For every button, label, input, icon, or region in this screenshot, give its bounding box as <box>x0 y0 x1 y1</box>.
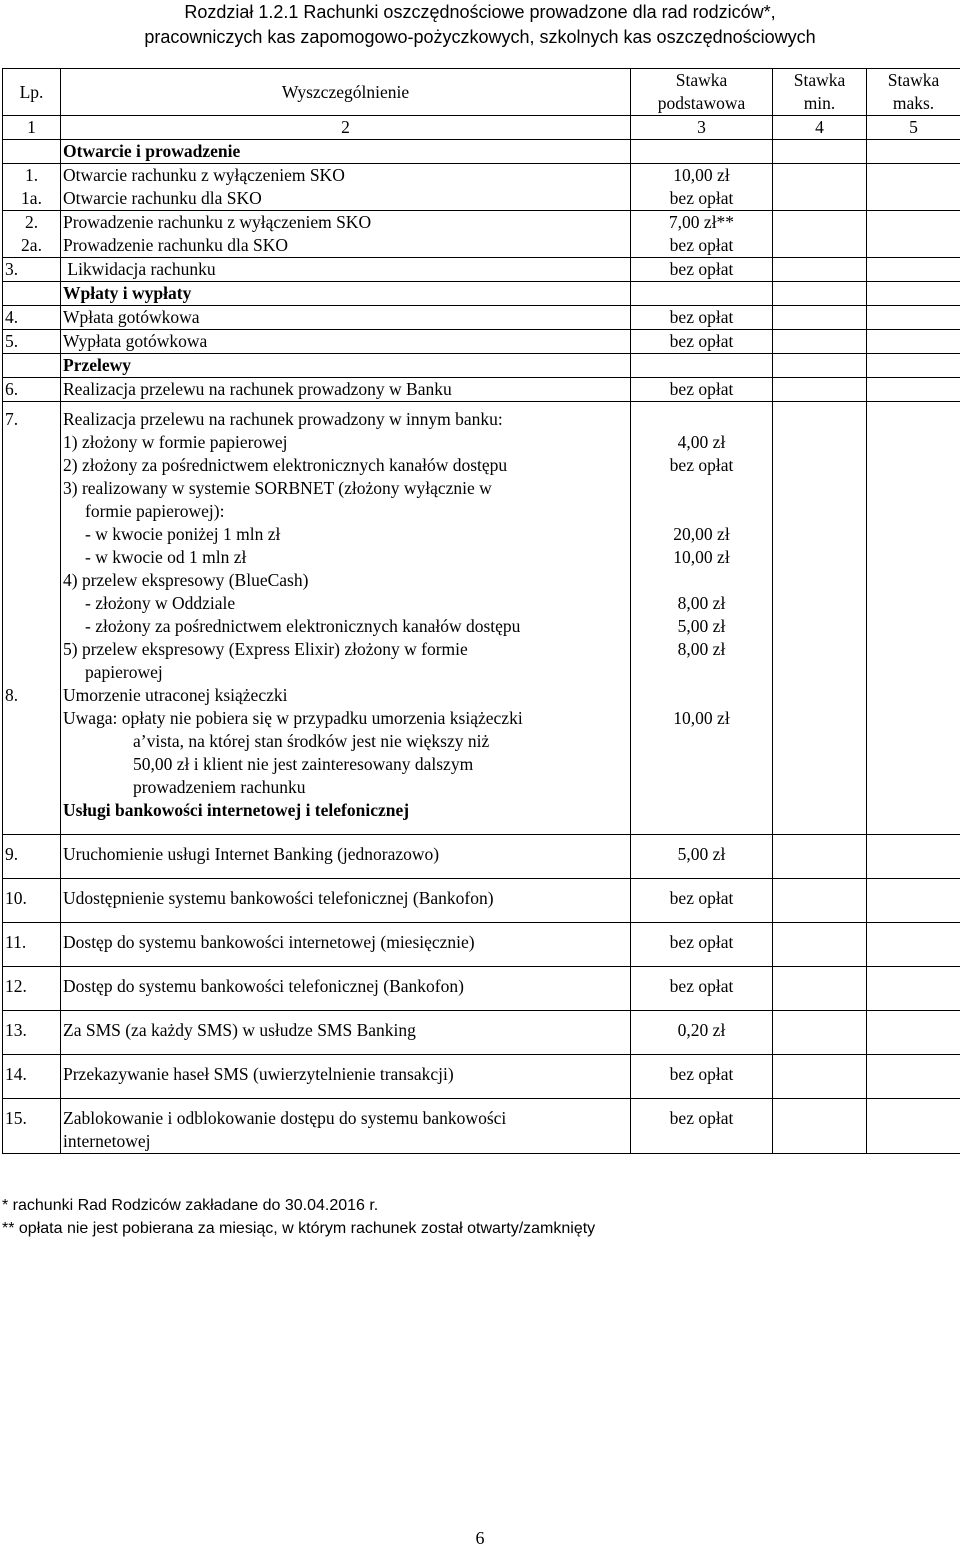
page-number: 6 <box>0 1528 960 1549</box>
header-stawka-podstawowa: Stawka podstawowa <box>631 69 773 116</box>
row-desc: - złożony za pośrednictwem elektronicznych kanałów dostępu <box>63 615 628 638</box>
row-lp: 1. <box>5 164 58 187</box>
section-row <box>3 140 960 164</box>
col-num-1: 1 <box>3 116 61 140</box>
row-rate: bez opłat <box>631 879 773 923</box>
section-title: Przelewy <box>61 354 631 378</box>
row-desc: Udostępnienie systemu bankowości telefonicznej (Bankofon) <box>61 879 631 923</box>
row-rate: 4,00 zł <box>633 431 770 454</box>
row-lp: 12. <box>3 967 61 1011</box>
row-desc: Umorzenie utraconej książeczki <box>63 684 628 707</box>
row-desc: Za SMS (za każdy SMS) w usłudze SMS Banking <box>61 1011 631 1055</box>
col-num-3: 3 <box>631 116 773 140</box>
column-number-row <box>3 116 960 140</box>
col-num-4: 4 <box>773 116 867 140</box>
row-desc: Prowadzenie rachunku dla SKO <box>63 234 628 257</box>
row-desc: Dostęp do systemu bankowości internetowej (miesięcznie) <box>61 923 631 967</box>
row-rate: bez opłat <box>633 234 770 257</box>
row-lp: 1a. <box>5 187 58 210</box>
table-row <box>3 330 960 354</box>
table-row <box>3 211 960 258</box>
row-rate: bez opłat <box>631 1055 773 1099</box>
row-lp: 7. <box>5 408 58 431</box>
row-desc: - złożony w Oddziale <box>63 592 628 615</box>
row-rate: 0,20 zł <box>631 1011 773 1055</box>
section-title: Otwarcie i prowadzenie <box>61 140 631 164</box>
table-row <box>3 923 960 967</box>
row-desc: 50,00 zł i klient nie jest zainteresowany dalszym <box>63 753 628 776</box>
row-lp: 11. <box>3 923 61 967</box>
row-rate: bez opłat <box>631 306 773 330</box>
table-row <box>3 402 960 835</box>
table-row <box>3 1099 960 1154</box>
fee-table <box>2 68 960 1154</box>
row-rate: 8,00 zł <box>633 592 770 615</box>
row-desc: - w kwocie poniżej 1 mln zł <box>63 523 628 546</box>
col-num-5: 5 <box>867 116 960 140</box>
row-desc: Realizacja przelewu na rachunek prowadzony w innym banku: <box>63 408 628 431</box>
row-desc: 4) przelew ekspresowy (BlueCash) <box>63 569 628 592</box>
row-desc: 5) przelew ekspresowy (Express Elixir) złożony w formie <box>63 638 628 661</box>
row-desc: 3) realizowany w systemie SORBNET (złożony wyłącznie w <box>63 477 628 500</box>
table-row <box>3 879 960 923</box>
row-desc: Dostęp do systemu bankowości telefonicznej (Bankofon) <box>61 967 631 1011</box>
footnote-2: ** opłata nie jest pobierana za miesiąc, w którym rachunek został otwarty/zamknięty <box>2 1220 595 1238</box>
row-rate: bez opłat <box>631 258 773 282</box>
title-line-1: Rozdział 1.2.1 Rachunki oszczędnościowe prowadzone dla rad rodziców*, <box>0 0 960 25</box>
section-title: Usługi bankowości internetowej i telefonicznej <box>63 799 628 822</box>
row-lp: 5. <box>3 330 61 354</box>
row-desc: Wpłata gotówkowa <box>61 306 631 330</box>
table-row <box>3 378 960 402</box>
table-row <box>3 164 960 211</box>
row-lp: 9. <box>3 835 61 879</box>
row-desc: formie papierowej): <box>63 500 628 523</box>
row-rate: 10,00 zł <box>633 164 770 187</box>
row-rate: bez opłat <box>631 967 773 1011</box>
row-rate: 5,00 zł <box>633 615 770 638</box>
header-wyszczegolnienie: Wyszczególnienie <box>61 69 631 116</box>
row-desc: - w kwocie od 1 mln zł <box>63 546 628 569</box>
row-rate: 10,00 zł <box>633 546 770 569</box>
row-rate: bez opłat <box>631 923 773 967</box>
row-lp: 8. <box>5 684 58 707</box>
row-lp: 15. <box>3 1099 61 1154</box>
row-desc: 2) złożony za pośrednictwem elektronicznych kanałów dostępu <box>63 454 628 477</box>
row-rate: bez opłat <box>633 454 770 477</box>
col-num-2: 2 <box>61 116 631 140</box>
row-rate: bez opłat <box>631 330 773 354</box>
row-desc: Likwidacja rachunku <box>61 258 631 282</box>
row-desc: prowadzeniem rachunku <box>63 776 628 799</box>
table-row <box>3 306 960 330</box>
row-desc: Realizacja przelewu na rachunek prowadzony w Banku <box>61 378 631 402</box>
row-desc: Uruchomienie usługi Internet Banking (jednorazowo) <box>61 835 631 879</box>
table-row <box>3 967 960 1011</box>
row-lp: 2a. <box>5 234 58 257</box>
row-desc: Wypłata gotówkowa <box>61 330 631 354</box>
section-title: Wpłaty i wypłaty <box>61 282 631 306</box>
header-stawka-min: Stawka min. <box>773 69 867 116</box>
row-desc: Uwaga: opłaty nie pobiera się w przypadku umorzenia książeczki <box>63 707 628 730</box>
row-desc: a’vista, na której stan środków jest nie większy niż <box>63 730 628 753</box>
row-desc: Otwarcie rachunku dla SKO <box>63 187 628 210</box>
row-desc: 1) złożony w formie papierowej <box>63 431 628 454</box>
table-row <box>3 835 960 879</box>
footnote-1: * rachunki Rad Rodziców zakładane do 30.04.2016 r. <box>2 1197 378 1215</box>
row-desc: papierowej <box>63 661 628 684</box>
row-lp: 4. <box>3 306 61 330</box>
header-lp: Lp. <box>3 69 61 116</box>
row-rate: bez opłat <box>633 187 770 210</box>
row-lp: 14. <box>3 1055 61 1099</box>
row-rate: bez opłat <box>631 1099 773 1154</box>
header-stawka-maks: Stawka maks. <box>867 69 960 116</box>
row-desc: internetowej <box>63 1130 628 1153</box>
table-row <box>3 1011 960 1055</box>
row-lp: 10. <box>3 879 61 923</box>
row-desc: Zablokowanie i odblokowanie dostępu do systemu bankowości <box>63 1107 628 1130</box>
row-lp: 3. <box>3 258 61 282</box>
row-rate: 7,00 zł** <box>633 211 770 234</box>
row-desc: Przekazywanie haseł SMS (uwierzytelnienie transakcji) <box>61 1055 631 1099</box>
table-row <box>3 1055 960 1099</box>
page-title <box>0 0 960 50</box>
row-lp: 2. <box>5 211 58 234</box>
table-row <box>3 258 960 282</box>
row-lp: 6. <box>3 378 61 402</box>
row-rate: 20,00 zł <box>633 523 770 546</box>
row-rate: bez opłat <box>631 378 773 402</box>
row-desc: Prowadzenie rachunku z wyłączeniem SKO <box>63 211 628 234</box>
section-row <box>3 354 960 378</box>
title-line-2: pracowniczych kas zapomogowo-pożyczkowych, szkolnych kas oszczędnościowych <box>0 25 960 50</box>
row-rate: 5,00 zł <box>631 835 773 879</box>
row-rate: 8,00 zł <box>633 638 770 661</box>
row-desc: Otwarcie rachunku z wyłączeniem SKO <box>63 164 628 187</box>
header-row <box>3 69 960 116</box>
row-rate: 10,00 zł <box>633 707 770 730</box>
section-row <box>3 282 960 306</box>
row-lp: 13. <box>3 1011 61 1055</box>
